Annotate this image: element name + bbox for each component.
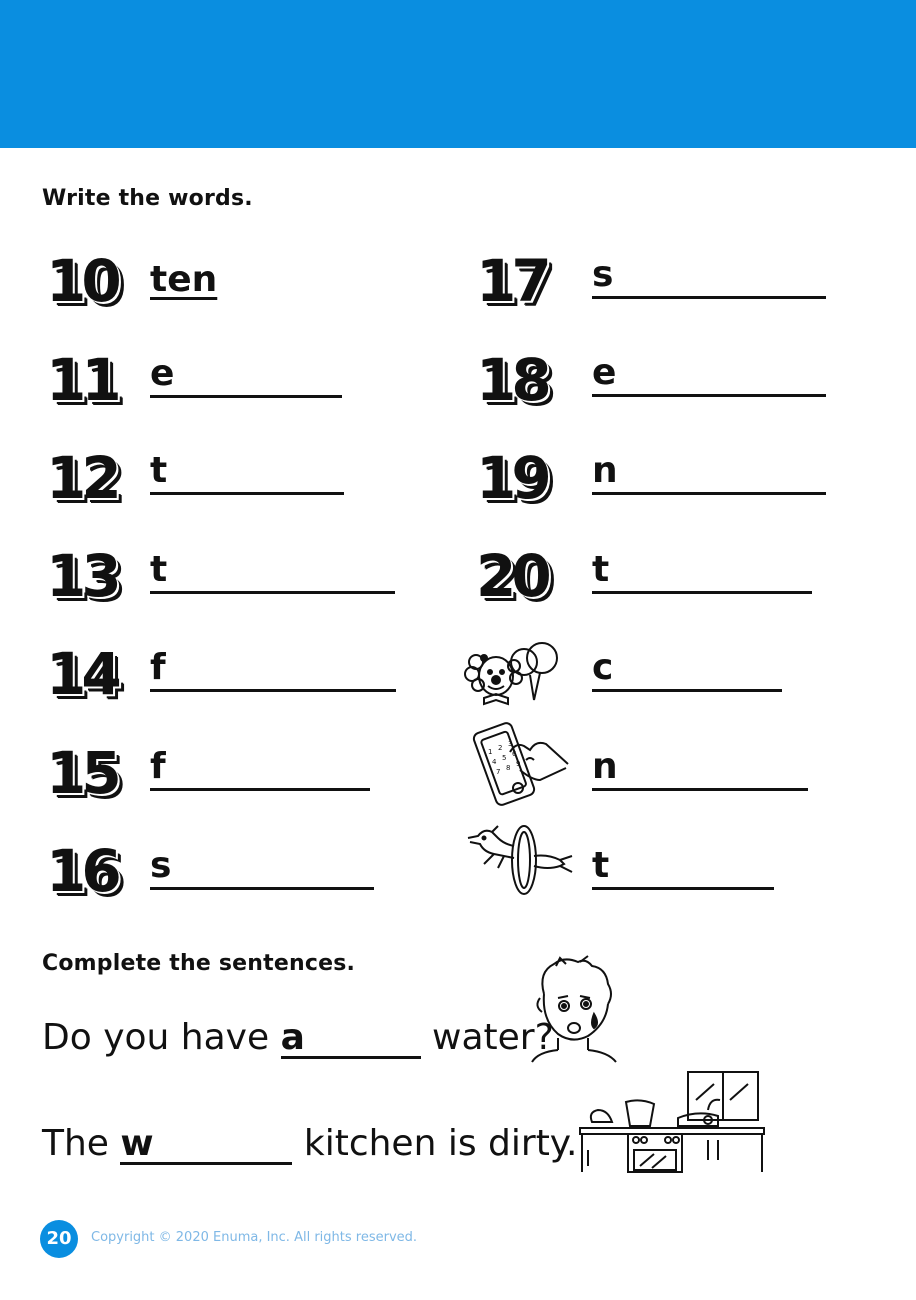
answer-blank-14[interactable] [150, 647, 396, 692]
svg-text:8: 8 [506, 764, 511, 772]
write-line [592, 591, 812, 594]
svg-text:3: 3 [508, 740, 513, 748]
start-letter: s [592, 254, 614, 295]
write-line [592, 394, 826, 397]
sentence-text: kitchen is dirty. [292, 1123, 578, 1164]
start-letter: n [592, 746, 618, 787]
svg-text:5: 5 [502, 754, 507, 762]
answer-blank-clown[interactable] [592, 647, 782, 692]
write-line [150, 395, 342, 398]
clown-icon [464, 640, 564, 712]
write-line [150, 689, 396, 692]
start-letter: e [150, 353, 175, 394]
write-line [150, 591, 395, 594]
number-19: 19 [476, 444, 547, 512]
hint-letter: a [280, 1017, 305, 1058]
answer-blank-18[interactable] [592, 352, 826, 397]
number-12: 12 [46, 444, 117, 512]
answer-blank-phone[interactable] [592, 746, 808, 791]
number-16: 16 [46, 837, 117, 905]
start-letter: s [150, 845, 172, 886]
write-line [592, 689, 782, 692]
svg-text:7: 7 [496, 768, 501, 776]
answer-blank-17[interactable] [592, 254, 826, 299]
svg-text:4: 4 [492, 758, 497, 766]
answer-blank-20[interactable] [592, 549, 812, 594]
write-line [592, 492, 826, 495]
svg-text:1: 1 [488, 748, 493, 756]
sentence-text: The [42, 1123, 121, 1164]
answer-blank-16[interactable] [150, 845, 374, 890]
number-18: 18 [476, 346, 547, 414]
number-11: 11 [46, 346, 117, 414]
sentence-blank-1[interactable] [280, 1017, 421, 1059]
svg-text:9: 9 [516, 760, 521, 768]
sentence-text: water? [420, 1017, 554, 1058]
start-letter: f [150, 647, 166, 688]
sentence-2 [42, 1123, 578, 1165]
number-13: 13 [46, 542, 117, 610]
number-20: 20 [476, 542, 547, 610]
start-letter: t [150, 549, 168, 590]
instruction-complete: Complete the sentences. [42, 951, 356, 976]
number-15: 15 [46, 739, 117, 807]
svg-text:6: 6 [512, 750, 517, 758]
answer-blank-19[interactable] [592, 450, 826, 495]
start-letter: c [592, 647, 614, 688]
example-word: ten [150, 259, 218, 300]
sentence-1 [42, 1017, 554, 1059]
answer-blank-11[interactable] [150, 353, 342, 398]
start-letter: t [592, 549, 610, 590]
write-line [592, 296, 826, 299]
write-line [150, 887, 374, 890]
start-letter: e [592, 352, 617, 393]
copyright-text: Copyright © 2020 Enuma, Inc. All rights reserved. [91, 1230, 418, 1245]
write-line [592, 887, 774, 890]
number-10: 10 [46, 247, 117, 315]
phone-dialing-icon [470, 720, 574, 808]
answer-blank-15[interactable] [150, 746, 370, 791]
answer-blank-12[interactable] [150, 450, 344, 495]
dog-through-hoop-icon [464, 822, 576, 898]
write-line [150, 788, 370, 791]
sentence-blank-2[interactable] [120, 1123, 292, 1165]
start-letter: f [150, 746, 166, 787]
hint-letter: w [120, 1123, 154, 1164]
start-letter: n [592, 450, 618, 491]
header-banner [0, 0, 916, 148]
start-letter: t [592, 845, 610, 886]
answer-blank-dog[interactable] [592, 845, 774, 890]
sentence-text: Do you have [42, 1017, 281, 1058]
write-line [592, 788, 808, 791]
answer-blank-13[interactable] [150, 549, 395, 594]
number-14: 14 [46, 640, 117, 708]
write-line [150, 492, 344, 495]
page-number-badge: 20 [40, 1220, 78, 1258]
thirsty-boy-icon [528, 954, 620, 1064]
instruction-write: Write the words. [42, 186, 253, 211]
number-17: 17 [476, 247, 547, 315]
svg-text:2: 2 [498, 744, 503, 752]
start-letter: t [150, 450, 168, 491]
dirty-kitchen-icon [578, 1070, 768, 1174]
